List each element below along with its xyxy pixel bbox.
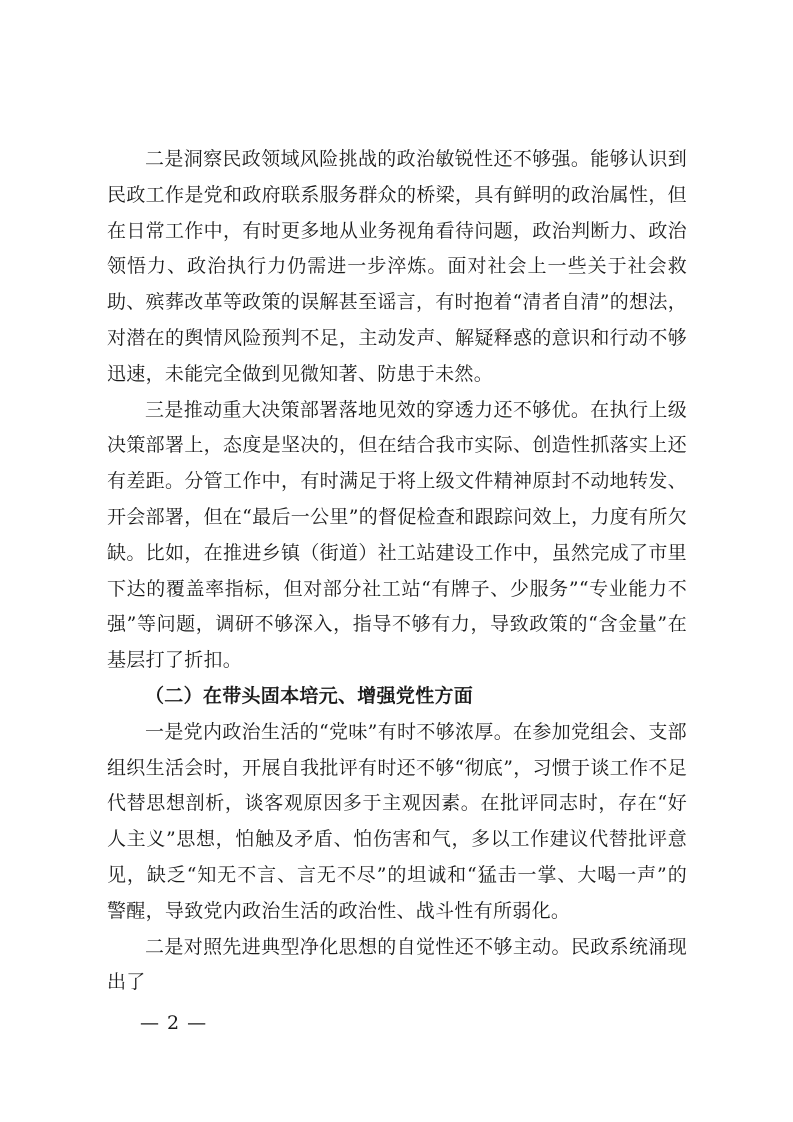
body-text [107, 142, 687, 1001]
paragraph-political-sensitivity: 二是洞察民政领域风险挑战的政治敏锐性还不够强。能够认识到民政工作是党和政府联系服务群众的桥梁，具有鲜明的政治属性，但在日常工作中，有时更多地从业务视角看待问题，政治判断力、政治领悟力、政治执行力仍需进一步淬炼。面对社会上一些关于社会救助、殡葬改革等政策的误解甚至谣言，有时抱着“清者自清”的想法，对潜在的舆情风险预判不足，主动发声、解疑释惑的意识和行动不够迅速，未能完全做到见微知著、防患于未然。 [107, 148, 687, 385]
page-number: — 2 — [140, 1012, 208, 1034]
paragraph-policy-implementation: 三是推动重大决策部署落地见效的穿透力还不够优。在执行上级决策部署上，态度是坚决的，但在结合我市实际、创造性抓落实上还有差距。分管工作中，有时满足于将上级文件精神原封不动地转发、开会部署，但在“最后一公里”的督促检查和跟踪问效上，力度有所欠缺。比如，在推进乡镇（街道）社工站建设工作中，虽然完成了市里下达的覆盖率指标，但对部分社工站“有牌子、少服务”“专业能力不强”等问题，调研不够深入，指导不够有力，导致政策的“含金量”在基层打了折扣。 [107, 398, 687, 672]
paragraph-advanced-models: 二是对照先进典型净化思想的自觉性还不够主动。民政系统涌现出了 [107, 935, 687, 994]
paragraph-party-life: 一是党内政治生活的“党味”有时不够浓厚。在参加党组会、支部组织生活会时，开展自我批评有时还不够“彻底”，习惯于谈工作不足代替思想剖析，谈客观原因多于主观因素。在批评同志时，存在“好人主义”思想，怕触及矛盾、怕伤害和气，多以工作建议代替批评意见，缺乏“知无不言、言无不尽”的坦诚和“猛击一掌、大喝一声”的警醒，导致党内政治生活的政治性、战斗性有所弱化。 [107, 720, 687, 922]
section-heading: （二）在带头固本培元、增强党性方面 [145, 684, 474, 707]
